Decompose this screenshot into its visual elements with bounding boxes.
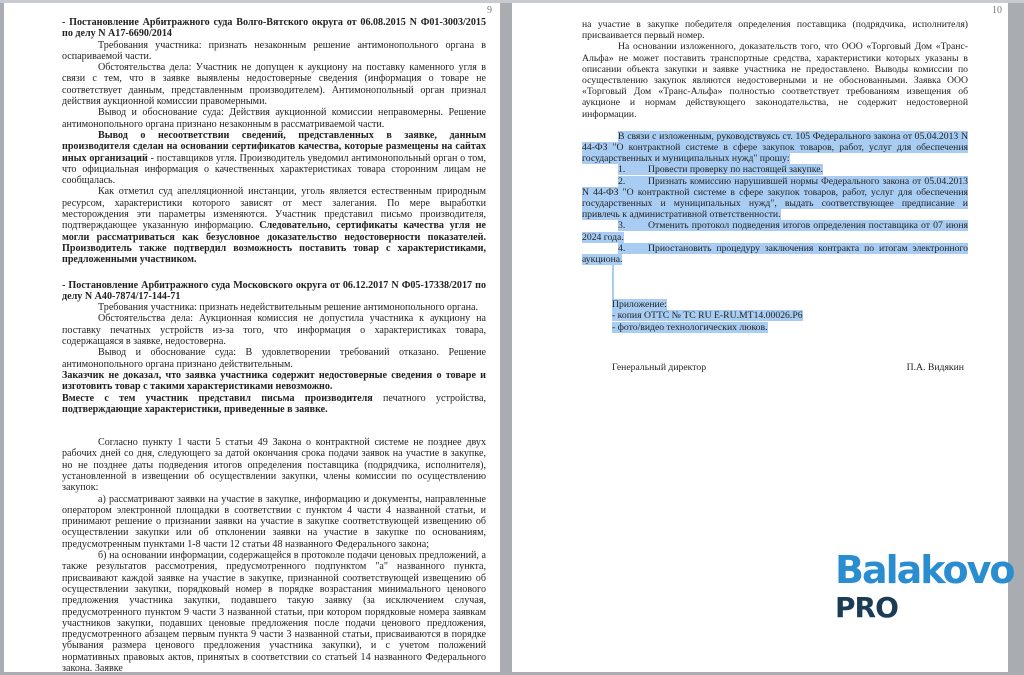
selected-text[interactable]: Провести проверку по настоящей закупке. (648, 164, 823, 176)
selected-text[interactable]: - копия ОТТС № ТС RU E-RU.MT14.00026.Р6 (612, 310, 803, 322)
logo-line-1: Balakovo (835, 548, 1014, 592)
case-heading-text: - Постановление Арбитражного суда Волго-Вятского округа от 06.08.2015 N Ф01-3003/2015 по делу N А17-6690/2014 (62, 17, 486, 40)
signer-name: П.А. Видякин (906, 361, 964, 373)
bold-text: Следовательно, сертификаты качества угля не могли рассматриваться как безусловное доказательство недостоверности показателей. Производитель также подтвердил возможность поставить товар с характеристиками, предложенными участником. (62, 220, 486, 266)
attachment-item[interactable] (582, 310, 968, 321)
paragraph (62, 130, 486, 186)
page-number: 10 (992, 5, 1002, 16)
document-page-9 (4, 3, 500, 675)
paragraph: на участие в закупке победителя определения поставщика (подрядчика, исполнителя) присваивается первый номер. (582, 19, 968, 42)
selected-text[interactable]: Приложение: (612, 299, 667, 311)
case-heading-text: - Постановление Арбитражного суда Московского округа от 06.12.2017 N Ф05-17338/2017 по делу N А40-7874/17-144-71 (62, 279, 486, 302)
item-number: 2. (618, 175, 626, 187)
request-item-4[interactable] (582, 243, 968, 265)
logo-line-2: PRO (835, 591, 898, 624)
item-number: 1. (618, 164, 626, 176)
item-number: 4. (618, 242, 626, 254)
paragraph: Требования участника: признать незаконным решение антимонопольного органа в оспариваемой части. (62, 39, 486, 62)
request-item-2[interactable] (582, 176, 968, 221)
request-paragraph[interactable] (582, 131, 968, 165)
bold-text: Заказчик не доказал, что заявка участника содержит недостоверные сведения о товаре и изготовить товар с такими характеристиками невозможно. (62, 369, 486, 393)
bold-text: Вывод о несоответствии сведений, представленных в заявке, данным производителя сделан на основании сертификатов качества, которые размещены на сайтах иных организаций (62, 129, 486, 164)
bold-text: подтверждающие характеристики, приведенные в заявке. (62, 403, 328, 415)
signature-line (582, 362, 968, 373)
text: Как отметил суд апелляционной инстанции, уголь является естественным природным ресурсом, характеристики которого зависят от мест залегания. По мере выработки месторождения эти параметры изменяются. Участник представил письмо производителя, подтверждающее указанную информацию. (62, 186, 486, 232)
selection-empty-lines (612, 265, 614, 299)
selected-text[interactable]: В связи с изложенным, руководствуясь ст. 105 Федерального закона от 05.04.2013 N 44-ФЗ "О контрактной системе в сфере закупок товаров, работ, услуг для обеспечения государственных и муниципальных нужд" прошу: (582, 130, 968, 165)
item-number: 3. (618, 220, 626, 232)
page-body (582, 19, 968, 373)
page-number: 9 (487, 5, 492, 16)
page-body (62, 17, 486, 674)
request-item-3[interactable] (582, 220, 968, 242)
paragraph: Вывод и обоснование суда: В удовлетворении требований отказано. Решение антимонопольного органа признано действительным. (62, 347, 486, 370)
paragraph: б) на основании информации, содержащейся в протоколе подачи ценовых предложений, а также результатов рассмотрения, предусмотренного подпунктом "а" названного пункта, присваивают каждой заявке на участие в закупке, признанной соответствующей извещению об осуществлении закупки, порядковый номер в порядке возрастания минимального ценового предложения участника закупки, подавшего такую заявку (за исключением случая, предусмотренного пунктом 9 части 3 названной статьи, при котором порядковые номера заявкам участников закупки, подавших ценовые предложения после подачи ценового предложения, предусмотренного абзацем первым пункта 9 части 3 названной статьи, присваиваются в порядке убывания размера ценового предложения участника закупки), и с учетом положений нормативных правовых актов, принятых в соответствии со статьей 14 названного Федерального закона. Заявке (62, 550, 486, 675)
paragraph: а) рассматривают заявки на участие в закупке, информацию и документы, направленные оператором электронной площадки в соответствии с пунктом 4 части 4 названной статьи, и принимают решение о признании заявки на участие в закупке соответствующей извещению об осуществлении закупки или об отклонении заявки на участие в закупке по основаниям, предусмотренным пунктами 1-8 части 12 статьи 48 названного Федерального закона; (62, 493, 486, 550)
paragraph (62, 370, 486, 393)
text: - поставщиков угля. Производитель уведомил антимонопольный орган о том, что официальная информация о качественных характеристиках товара сторонним лицам не сообщалась. (62, 152, 486, 187)
balakovo-pro-watermark-logo (835, 548, 1014, 624)
bold-text: Вместе с тем участник представил письма производителя (62, 392, 373, 404)
signer-title: Генеральный директор (612, 361, 707, 373)
case-heading (62, 17, 486, 40)
paragraph: Обстоятельства дела: Участник не допущен к аукциону на поставку каменного угля в связи с тем, что в заявке выявлены недостоверные сведения (информация о товаре не соответствует данным, представленным производителем). Антимонопольный орган признал действия аукционной комиссии правомерными. (62, 62, 486, 108)
paragraph: Требования участника: признать недействительным решение антимонопольного органа. (98, 302, 479, 314)
attachment-item[interactable] (582, 322, 968, 333)
paragraph (62, 393, 486, 416)
paragraph (62, 186, 486, 265)
paragraph: Вывод и обоснование суда: Действия аукционной комиссии неправомерны. Решение антимонопольного органа признано незаконным в рассматриваемой части. (62, 107, 486, 130)
selected-text[interactable]: Отменить протокол подведения итогов определения поставщика от 07 июня 2024 года. (582, 220, 968, 243)
selected-text[interactable]: Признать комиссию нарушившей нормы Федерального закона от 05.04.2013 N 44-ФЗ "О контрактной системе в сфере закупок товаров, работ, услуг для обеспечения государственных и муниципальных нужд", выдать соответствующее предписание и привлечь к административной ответственности. (582, 175, 968, 221)
selected-text[interactable]: Приостановить процедуру заключения контракта по итогам электронного аукциона. (582, 242, 968, 266)
attachment-title[interactable] (582, 299, 968, 310)
text: печатного устройства, (372, 392, 486, 404)
paragraph: На основании изложенного, доказательств того, что ООО «Торговый Дом «Транс-Альфа» не может поставить транспортные средства, характеристики которых указаны в описании объекта закупки и заявке участника не предоставлено. Выводы комиссии по осуществлению закупок являются недостоверными и не обоснованными. Заявка ООО «Торговый Дом «Транс-Альфа» полностью соответствует требованиям извещения об аукционе и нормам действующего законодательства, не содержит недостоверной информации. (582, 41, 968, 120)
request-item-1[interactable] (582, 164, 968, 175)
case-heading (62, 280, 486, 303)
paragraph: Согласно пункту 1 части 5 статьи 49 Закона о контрактной системе не позднее двух рабочих дней со дня, следующего за датой окончания срока подачи заявок на участие в закупке, но не позднее даты подведения итогов определения поставщика (подрядчика, исполнителя), установленной в извещении об осуществлении закупки, члены комиссии по осуществлению закупок: (62, 437, 486, 494)
selected-text[interactable]: - фото/видео технологических люков. (612, 321, 768, 333)
paragraph: Обстоятельства дела: Аукционная комиссия не допустила участника к аукциону на поставку печатных устройств из-за того, что информация о характеристиках товара, содержащаяся в заявке, недостоверна. (62, 313, 486, 348)
